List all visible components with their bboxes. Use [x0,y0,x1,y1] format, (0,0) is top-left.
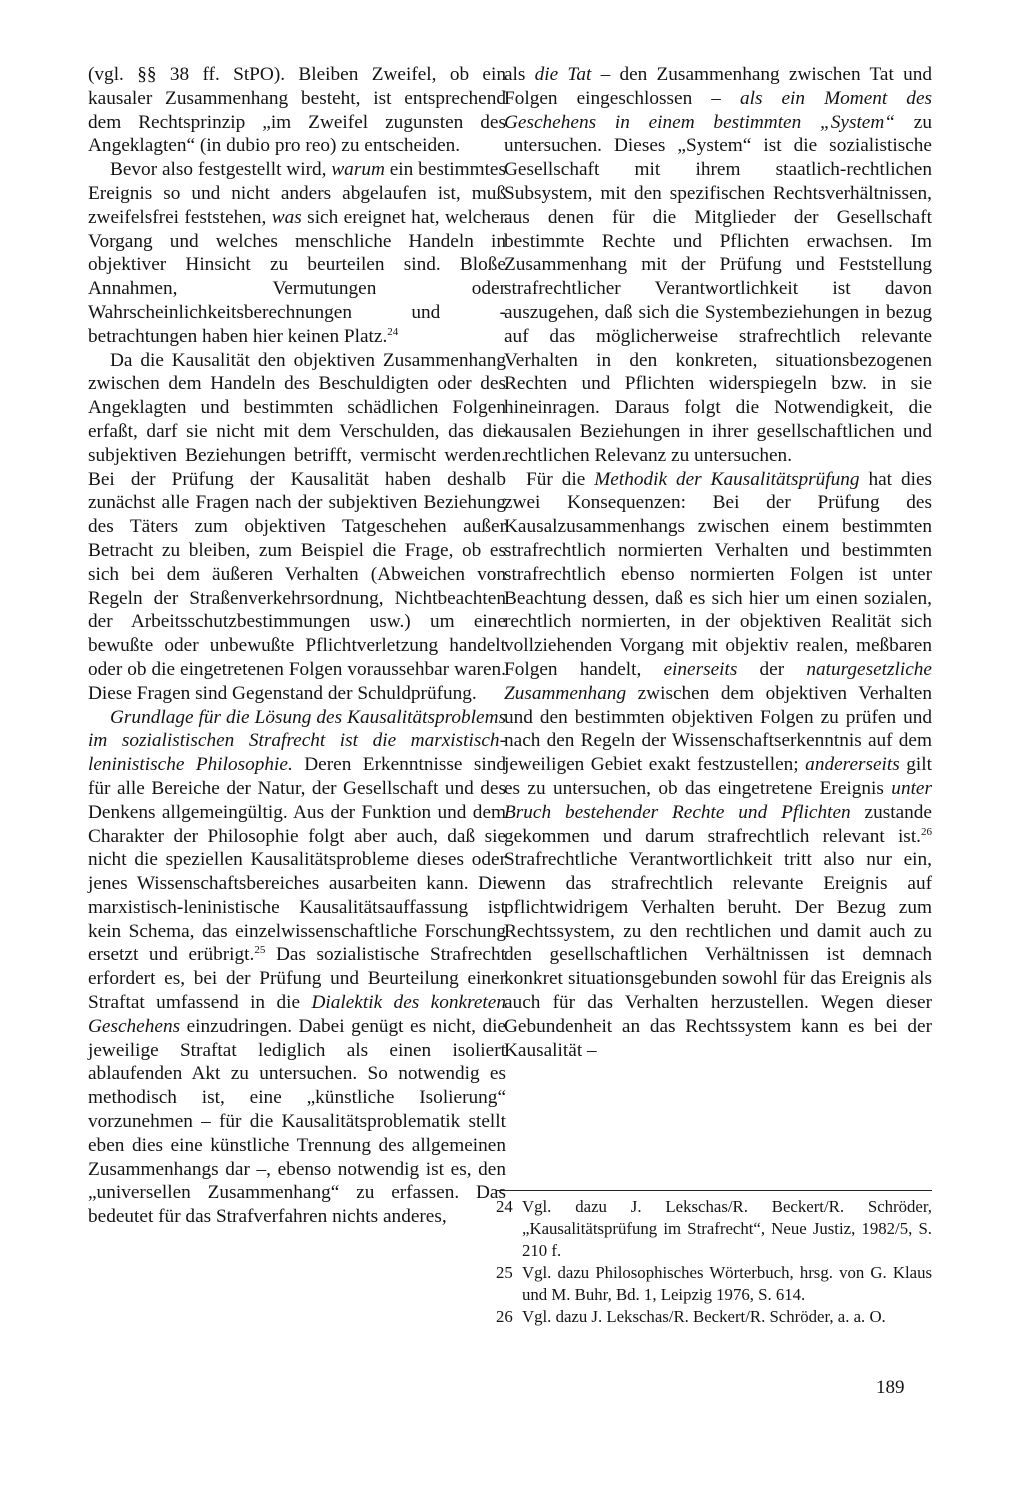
footnote-number: 24 [496,1197,513,1216]
paragraph: Für die Methodik der Kausalitätsprüfung hat dies zwei Konsequenzen: Bei der Prüfung des Kausalzusammenhangs zwischen einem bestimmten strafrechtlich normierten Verhalten und bestimmten strafrechtlich ebenso normierten Folgen ist unter Beachtung dessen, daß es sich hier um einen sozialen, rechtlich normierten, in der objektiven Realität sich vollziehenden Vorgang mit objektiv realen, meßbaren Folgen handelt, einerseits der naturgesetzliche Zusammenhang zwischen dem objektiven Verhalten und den bestimmten objektiven Folgen zu prüfen und nach den Regeln der Wissenschaftserkenntnis auf dem jeweiligen Gebiet exakt festzustellen; andererseits gilt es zu untersuchen, ob das eingetretene Ereignis unter Bruch bestehender Rechte und Pflichten zustande gekommen und darum strafrechtlich relevant ist.$^{26}$ Strafrechtliche Verantwortlichkeit tritt also nur ein, wenn das strafrechtlich relevante Ereignis auf pflichtwidrigem Verhalten beruht. Der Bezug zum Rechtssystem, zu den rechtlichen und damit auch zu den gesellschaftlichen Verhältnissen ist demnach konkret situationsgebunden sowohl für das Ereignis als auch für das Verhalten herzustellen. Wegen dieser Gebundenheit an das Rechtssystem kann es bei der Kausalität – [504,468,933,1061]
footnote [496,1262,932,1306]
footnotes [496,1196,932,1328]
footnote-text: Vgl. dazu J. Lekschas/R. Beckert/R. Schröder, „Kausalitätsprüfung im Strafrecht“, Neue Justiz, 1982/5, S. 210 f. [522,1197,932,1260]
paragraph: Bevor also festgestellt wird, warum ein bestimmtes Ereignis so und nicht anders abgelaufen ist, muß zweifelsfrei feststehen, was sich ereignet hat, welcher Vorgang und welches menschliche Handeln in objektiver Hinsicht zu beurteilen sind. Bloße Annahmen, Vermutungen oder Wahrscheinlichkeitsberechnungen und -betrachtungen haben hier keinen Platz.$^{24}$ [88,159,506,347]
footnote [496,1196,932,1262]
paragraph: Grundlage für die Lösung des Kausalitätsproblems im sozialistischen Strafrecht ist die marxistisch-leninistische Philosophie. Deren Erkenntnisse sind für alle Bereiche der Natur, der Gesellschaft und des Denkens allgemeingültig. Aus der Funktion und dem Charakter der Philosophie folgt aber auch, daß sie nicht die speziellen Kausalitätsprobleme dieses oder jenes Wissenschaftsbereiches ausarbeiten kann. Die marxistisch-leninistische Kausalitätsauffassung ist kein Schema, das einzelwissenschaftliche Forschung ersetzt und erübrigt.$^{25}$ Das sozialistische Strafrecht erfordert es, bei der Prüfung und Beurteilung einer Straftat umfassend in die Dialektik des konkreten Geschehens einzudringen. Dabei genügt es nicht, die jeweilige Straftat lediglich als einen isoliert ablaufenden Akt zu untersuchen. So notwendig es methodisch ist, eine „künstliche Isolierung“ vorzunehmen – für die Kausalitätsproblematik stellt eben dies eine künstliche Trennung des allgemeinen Zusammenhangs dar –, ebenso notwendig ist es, den „universellen Zusammenhang“ zu erfassen. Das bedeutet für das Strafverfahren nichts anderes, [88,706,506,1228]
right-text-column [504,63,932,1062]
paragraph: (vgl. §§ 38 ff. StPO). Bleiben Zweifel, ob ein kausaler Zusammenhang besteht, ist entsprechend dem Rechtsprinzip „im Zweifel zugunsten des Angeklagten“ (in dubio pro reo) zu entscheiden. [88,64,506,157]
footnote-number: 25 [496,1263,513,1282]
paragraph: als die Tat – den Zusammenhang zwischen Tat und Folgen eingeschlossen – als ein Moment des Geschehens in einem bestimmten „System“ zu untersuchen. Dieses „System“ ist die sozialistische Gesellschaft mit ihrem staatlich-rechtlichen Subsystem, mit den spezifischen Rechtsverhältnissen, aus denen für die Mitglieder der Gesellschaft bestimmte Rechte und Pflichten erwachsen. Im Zusammenhang mit der Prüfung und Feststellung strafrechtlicher Verantwortlichkeit ist davon auszugehen, daß sich die Systembeziehungen in bezug auf das möglicherweise strafrechtlich relevante Verhalten in den konkreten, situationsbezogenen Rechten und Pflichten widerspiegeln bzw. in sie hineinragen. Daraus folgt die Notwendigkeit, die kausalen Beziehungen in ihrer gesellschaftlichen und rechtlichen Relevanz zu untersuchen. [504,64,933,466]
footnote [496,1306,932,1328]
footnote-separator [496,1190,932,1191]
page-number: 189 [876,1377,905,1398]
footnote-text: Vgl. dazu Philosophisches Wörterbuch, hrsg. von G. Klaus und M. Buhr, Bd. 1, Leipzig 1976, S. 614. [522,1263,932,1304]
footnote-number: 26 [496,1307,513,1326]
left-text-column [88,63,506,1229]
paragraph: Da die Kausalität den objektiven Zusammenhang zwischen dem Handeln des Beschuldigten oder des Angeklagten und bestimmten schädlichen Folgen erfaßt, darf sie nicht mit dem Verschulden, das die subjektiven Beziehungen betrifft, vermischt werden. Bei der Prüfung der Kausalität haben deshalb zunächst alle Fragen nach der subjektiven Beziehung des Täters zum objektiven Tatgeschehen außer Betracht zu bleiben, zum Beispiel die Frage, ob es sich bei dem äußeren Verhalten (Abweichen von Regeln der Straßenverkehrsordnung, Nichtbeachten der Arbeitsschutzbestimmungen usw.) um eine bewußte oder unbewußte Pflichtverletzung handelt oder ob die eingetretenen Folgen voraussehbar waren. Diese Fragen sind Gegenstand der Schuldprüfung. [88,349,506,704]
footnote-text: Vgl. dazu J. Lekschas/R. Beckert/R. Schröder, a. a. O. [522,1307,886,1326]
